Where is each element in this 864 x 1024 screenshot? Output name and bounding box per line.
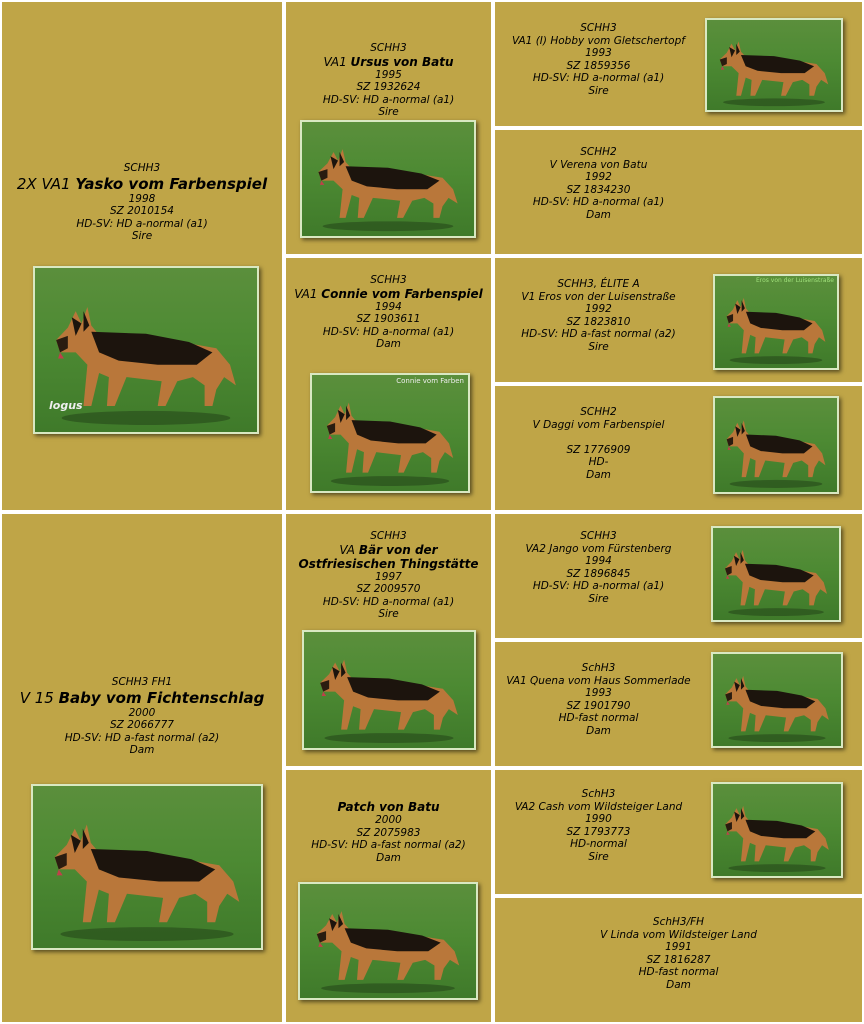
dam-sire-name-2: Ostfriesischen Thingstätte	[298, 556, 479, 571]
ggp1-sz: SZ 1859356	[566, 59, 631, 72]
sire-hd: HD-SV: HD a-normal (a1)	[76, 217, 208, 230]
dam-year: 2000	[128, 706, 156, 719]
dam-sz: SZ 2066777	[110, 719, 174, 731]
dog-silhouette	[715, 276, 837, 368]
ggp2-name: V Verena von Batu	[549, 158, 648, 171]
sire-cell	[2, 2, 282, 510]
sire-dam-title: SCHH3	[370, 274, 407, 286]
sire-photo	[33, 266, 259, 434]
dog-silhouette	[300, 884, 476, 998]
dog-silhouette	[312, 375, 468, 491]
ggp6-role: Dam	[586, 724, 611, 737]
ggp1-year: 1993	[585, 47, 612, 59]
dog-silhouette	[302, 122, 474, 236]
ggp4-hd: HD-	[588, 456, 609, 468]
sire-dam-hd: HD-SV: HD a-normal (a1)	[322, 325, 455, 338]
ggp8-hd: HD-fast normal	[638, 966, 719, 978]
sire-dam-photo-caption: Connie vom Farben	[396, 377, 464, 385]
dam-sire-cell	[286, 514, 491, 766]
dog-silhouette	[33, 786, 261, 948]
ggp-cell-3	[495, 258, 862, 382]
sire-dam-photo	[310, 373, 470, 493]
sire-sire-prefix: VA1	[323, 54, 347, 69]
dog-silhouette	[713, 654, 841, 746]
dog-silhouette	[715, 398, 837, 492]
ggp1-name: VA1 (I) Hobby vom Gletschertopf	[512, 34, 685, 47]
ggp-cell-1	[495, 2, 862, 126]
ggp5-year: 1994	[585, 555, 612, 567]
dam-sire-role: Sire	[378, 608, 399, 620]
ggp5-title: SCHH3	[580, 530, 617, 542]
ggp6-name: VA1 Quena vom Haus Sommerlade	[506, 674, 691, 687]
ggp3-sz: SZ 1823810	[566, 315, 631, 328]
ggp-cell-8	[495, 898, 862, 1022]
dog-silhouette	[304, 632, 474, 748]
ggp3-name: V1 Eros von der Luisenstraße	[521, 290, 676, 303]
sire-sire-cell	[286, 2, 491, 254]
ggp2-title: SCHH2	[580, 146, 617, 158]
sire-dam-sz: SZ 1903611	[356, 313, 421, 325]
ggp8-title: SchH3/FH	[652, 916, 705, 928]
dam-dam-name: Patch von Batu	[337, 800, 440, 814]
ggp8-sz: SZ 1816287	[646, 953, 711, 966]
dog-silhouette	[707, 20, 841, 110]
sire-dam-role: Dam	[376, 338, 401, 350]
sire-prefix: 2X VA1	[16, 174, 71, 193]
ggp7-hd: HD-normal	[570, 838, 627, 850]
ggp-cell-7	[495, 770, 862, 894]
sire-sire-hd: HD-SV: HD a-normal (a1)	[322, 93, 455, 106]
sire-dam-prefix: VA1	[294, 286, 318, 301]
ggp1-photo	[705, 18, 843, 112]
dam-sire-year: 1997	[375, 570, 402, 583]
ggp6-photo	[711, 652, 843, 748]
ggp-cell-4	[495, 386, 862, 510]
dam-sire-prefix: VA	[339, 542, 355, 557]
dam-photo	[31, 784, 263, 950]
ggp4-role: Dam	[586, 468, 611, 481]
ggp1-role: Sire	[588, 84, 609, 97]
sire-sire-title: SCHH3	[370, 42, 407, 54]
ggp3-year: 1992	[585, 303, 612, 315]
dam-role: Dam	[129, 744, 155, 756]
dam-cell	[2, 514, 282, 1022]
sire-dam-year: 1994	[375, 300, 402, 313]
dam-sire-title: SCHH3	[370, 530, 407, 542]
sire-name: Yasko vom Farbenspiel	[75, 174, 268, 193]
ggp1-title: SCHH3	[580, 22, 617, 34]
sire-dam-cell	[286, 258, 491, 510]
dam-dam-sz: SZ 2075983	[356, 826, 421, 839]
ggp5-photo	[711, 526, 841, 622]
ggp5-sz: SZ 1896845	[566, 567, 631, 580]
dog-silhouette	[713, 784, 841, 876]
ggp8-year: 1991	[665, 941, 692, 953]
sire-role: Sire	[131, 230, 153, 242]
dam-sire-photo	[302, 630, 476, 750]
dam-name: Baby vom Fichtenschlag	[58, 688, 265, 707]
dam-sire-name-1: Bär von der	[358, 542, 438, 557]
dam-dam-role: Dam	[376, 851, 401, 864]
ggp-cell-2	[495, 130, 862, 254]
dam-hd: HD-SV: HD a-fast normal (a2)	[64, 731, 220, 744]
ggp-cell-5	[495, 514, 862, 638]
sire-sire-photo	[300, 120, 476, 238]
ggp7-sz: SZ 1793773	[566, 825, 631, 838]
ggp7-title: SchH3	[581, 788, 616, 800]
ggp6-title: SchH3	[581, 662, 616, 674]
ggp3-hd: HD-SV: HD a-fast normal (a2)	[521, 328, 676, 340]
ggp2-year: 1992	[585, 171, 612, 183]
sire-title: SCHH3	[123, 162, 161, 174]
ggp3-role: Sire	[588, 340, 609, 353]
ggp3-title: SCHH3, ÉLITE A	[557, 278, 640, 290]
dam-sire-hd: HD-SV: HD a-normal (a1)	[322, 595, 455, 608]
dam-sire-sz: SZ 2009570	[356, 583, 421, 595]
dam-dam-photo	[298, 882, 478, 1000]
sire-sire-sz: SZ 1932624	[356, 81, 421, 93]
ggp5-role: Sire	[588, 592, 609, 605]
ggp4-name: V Daggi vom Farbenspiel	[532, 418, 665, 431]
sire-photo-label: logus	[49, 399, 83, 412]
ggp5-name: VA2 Jango vom Fürstenberg	[525, 542, 672, 555]
dam-dam-year: 2000	[375, 814, 402, 826]
ggp6-sz: SZ 1901790	[566, 699, 631, 712]
sire-sire-role: Sire	[378, 106, 399, 118]
ggp8-name: V Linda vom Wildsteiger Land	[600, 928, 757, 941]
ggp3-photo	[713, 274, 839, 370]
ggp1-hd: HD-SV: HD a-normal (a1)	[532, 72, 665, 84]
dam-prefix: V 15	[19, 688, 54, 707]
dog-silhouette	[713, 528, 839, 620]
ggp7-name: VA2 Cash vom Wildsteiger Land	[514, 800, 683, 813]
sire-sz: SZ 2010154	[110, 205, 174, 217]
ggp2-sz: SZ 1834230	[566, 183, 631, 196]
dam-dam-cell	[286, 770, 491, 1022]
ggp4-title: SCHH2	[580, 406, 617, 418]
ggp6-year: 1993	[585, 687, 612, 699]
sire-year: 1998	[128, 192, 156, 205]
sire-dam-name: Connie vom Farbenspiel	[321, 286, 483, 301]
ggp6-hd: HD-fast normal	[558, 712, 639, 724]
ggp4-photo	[713, 396, 839, 494]
ggp4-sz: SZ 1776909	[566, 443, 631, 456]
dam-dam-hd: HD-SV: HD a-fast normal (a2)	[311, 839, 466, 851]
ggp7-year: 1990	[585, 813, 612, 825]
ggp8-role: Dam	[666, 978, 691, 991]
ggp-cell-6	[495, 642, 862, 766]
ggp2-hd: HD-SV: HD a-normal (a1)	[532, 196, 665, 208]
ggp7-photo	[711, 782, 843, 878]
ggp4-year	[495, 431, 702, 444]
dam-title: SCHH3 FH1	[111, 676, 173, 688]
ggp2-role: Dam	[586, 208, 611, 221]
ggp5-hd: HD-SV: HD a-normal (a1)	[532, 580, 665, 592]
sire-sire-name: Ursus von Batu	[350, 54, 454, 69]
ggp3-photo-caption: Eros von der Luisenstraße	[755, 277, 834, 284]
ggp7-role: Sire	[588, 850, 609, 863]
sire-sire-year: 1995	[375, 68, 402, 81]
